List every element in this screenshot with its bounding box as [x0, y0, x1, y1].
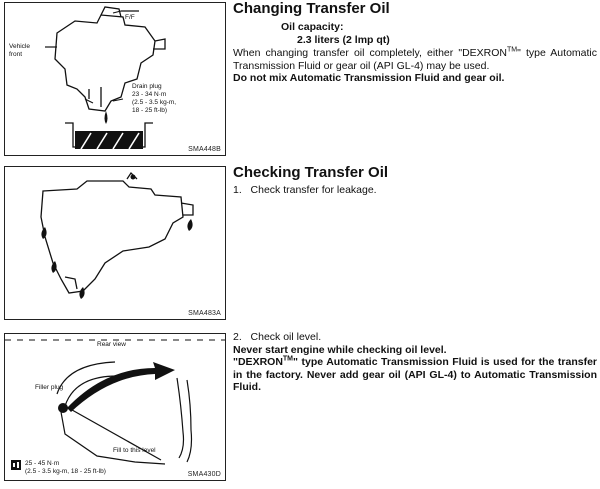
filler-plug-illustration: [5, 334, 225, 480]
section-changing-transfer-oil: [233, 0, 597, 85]
drain-plug-label-3: (2.5 - 3.5 kg-m,: [132, 99, 177, 106]
vehicle-front-label-2: front: [9, 51, 23, 58]
figure-oil-level: [4, 333, 226, 481]
section-check-oil-level: [233, 331, 597, 394]
step-2: 2. Check oil level.: [233, 331, 322, 343]
transfer-leak-points-illustration: [5, 167, 225, 319]
rear-view-label: Rear view: [97, 341, 126, 348]
figure-drain-plug: [4, 2, 226, 156]
figure-code: SMA430D: [187, 471, 221, 478]
fill-level-label: Fill to this level: [113, 447, 156, 454]
figure-code: SMA483A: [188, 310, 221, 317]
factory-fluid-warning: "DEXRON™" type Automatic Transmission Fluid is used for the transfer in the factory. Never add gear oil (API GL-4) to Automatic Transmission Fluid.: [233, 355, 597, 393]
dexron-note: When changing transfer oil completely, either "DEXRON™" type Automatic Transmission Fluid or gear oil (API GL-4) may be used.: [233, 46, 597, 72]
drain-plug-label-2: 23 - 34 N·m: [132, 91, 167, 98]
figure-leakage-check: [4, 166, 226, 320]
oil-capacity-value: 2.3 liters (2 lmp qt): [297, 33, 390, 46]
section-heading: Checking Transfer Oil: [233, 164, 389, 181]
section-checking-transfer-oil: [233, 164, 597, 197]
drain-plug-label-4: 18 - 25 ft-lb): [132, 107, 168, 114]
filler-plug-label: Filler plug: [35, 384, 64, 391]
torque-label-1: 25 - 45 N·m: [25, 460, 60, 467]
section-heading: Changing Transfer Oil: [233, 0, 390, 17]
no-mix-warning: Do not mix Automatic Transmission Fluid and gear oil.: [233, 72, 505, 84]
oil-capacity-label: Oil capacity:: [281, 21, 344, 33]
step-1: 1. Check transfer for leakage.: [233, 184, 377, 196]
fill-label: F/F: [125, 14, 135, 21]
torque-label-2: (2.5 - 3.5 kg-m, 18 - 25 ft-lb): [25, 468, 106, 475]
engine-warning: Never start engine while checking oil level.: [233, 343, 447, 356]
transfer-drain-illustration: [5, 3, 225, 155]
vehicle-front-label-1: Vehicle: [9, 43, 30, 50]
drain-plug-label-1: Drain plug: [132, 83, 162, 90]
figure-code: SMA448B: [188, 146, 221, 153]
